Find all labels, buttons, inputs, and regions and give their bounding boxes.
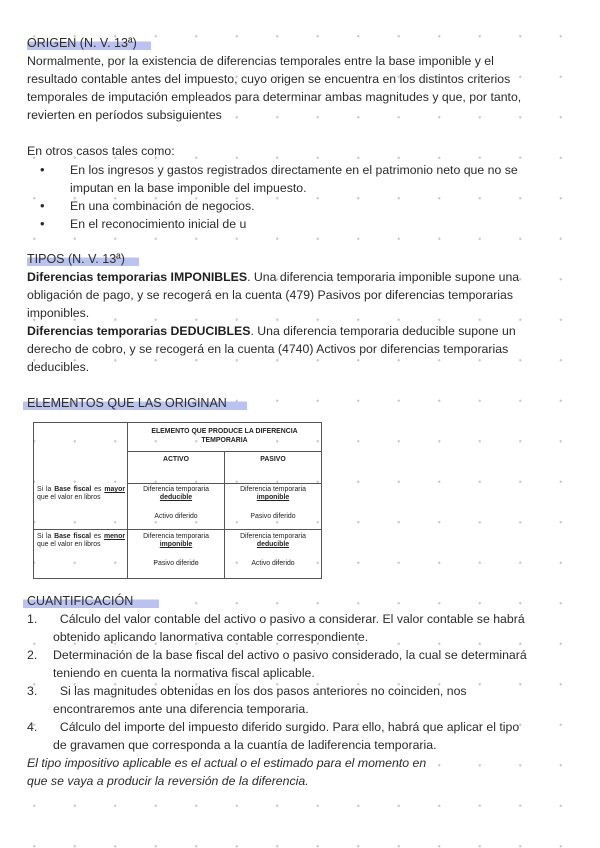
tipos-line: imponibles. xyxy=(27,306,90,320)
row2-activo-cell: Diferencia temporaria imponible Pasivo diferido xyxy=(143,533,209,567)
tipos-line xyxy=(27,268,575,286)
origen-line: resultado contable antes del impuesto, cuyo origen se encuentra en los distintos criterios xyxy=(27,72,511,86)
origen-line: Normalmente, por la existencia de diferencias temporales entre la base imponible y el xyxy=(27,54,494,68)
tipos-line xyxy=(27,322,575,340)
list-item-line: • En una combinación de negocios. xyxy=(70,199,255,213)
other-cases-intro: En otros casos tales como: xyxy=(27,144,175,158)
origen-heading: ORIGEN (N. V. 13ª) xyxy=(27,36,151,50)
list-item xyxy=(27,215,567,233)
cuantificacion-heading: CUANTIFICACIÓN xyxy=(23,594,159,608)
tipo-impositivo-note xyxy=(27,754,575,790)
tipos-imponibles xyxy=(27,268,575,322)
elementos-table xyxy=(33,422,322,579)
tipos-line: deducibles. xyxy=(27,360,90,374)
origen-paragraph xyxy=(27,52,575,124)
list-item-line: Determinación de la base fiscal del activo o pasivo considerado, la cual se determinará xyxy=(53,648,527,662)
table-header-activo: ACTIVO xyxy=(162,456,190,463)
table-divider xyxy=(34,529,321,530)
list-item-line: obtenido aplicando lanormativa contable correspondiente. xyxy=(53,630,369,644)
table-divider xyxy=(127,451,321,452)
list-item-line: de gravamen que corresponda a la cuantía de ladiferencia temporaria. xyxy=(53,738,437,752)
row1-pasivo-cell: Diferencia temporaria imponible Pasivo diferido xyxy=(240,486,306,520)
list-number: 3. xyxy=(27,684,38,698)
list-item xyxy=(27,610,577,646)
note-line: que se vaya a producir la reversión de la diferencia. xyxy=(27,774,309,788)
note-line: El tipo impositivo aplicable es el actual o el estimado para el momento en xyxy=(27,756,427,770)
list-item-line: • En los ingresos y gastos registrados directamente en el patrimonio neto que no se xyxy=(70,163,518,177)
list-item-line: Cálculo del importe del impuesto diferido surgido. Para ello, habrá que aplicar el tipo xyxy=(53,720,520,734)
origen-line: revierten en períodos subsiguientes xyxy=(27,108,222,122)
tipos-heading: TIPOS (N. V. 13ª) xyxy=(27,252,139,266)
list-item-line: Si las magnitudes obtenidas en los dos pasos anteriores no coinciden, nos xyxy=(53,684,467,698)
row2-pasivo-cell: Diferencia temporaria deducible Activo diferido xyxy=(240,533,306,567)
list-number: 4. xyxy=(27,720,38,734)
deducibles-label: Diferencias temporarias DEDUCIBLES xyxy=(27,324,251,338)
list-item xyxy=(27,718,577,754)
tipos-deducibles xyxy=(27,322,575,376)
tipos-line: obligación de pago, y se recogerá en la cuenta (479) Pasivos por diferencias temporarias xyxy=(27,288,514,302)
list-item xyxy=(27,161,567,197)
cuantificacion-list xyxy=(27,610,577,754)
list-number: 2. xyxy=(27,648,38,662)
table-divider xyxy=(127,483,321,484)
deducibles-text: . Una diferencia temporaria deducible supone un xyxy=(250,324,516,338)
list-item xyxy=(27,646,577,682)
imponibles-label: Diferencias temporarias IMPONIBLES xyxy=(27,270,248,284)
list-item-line: • En el reconocimiento inicial de u xyxy=(70,217,247,231)
other-cases-list xyxy=(27,161,567,233)
row1-label: Si la Base fiscal es mayor que el valor en libros xyxy=(37,486,125,501)
tipos-line: derecho de cobro, y se recogerá en la cuenta (4740) Activos por diferencias temporarias xyxy=(27,342,509,356)
table-header-pasivo: PASIVO xyxy=(260,456,286,463)
origen-line: temporales de imputación empleados para determinar ambas magnitudes y que, por tanto, xyxy=(27,90,522,104)
table-header-main: ELEMENTO QUE PRODUCE LA DIFERENCIA TEMPORARIA xyxy=(151,428,298,444)
list-item-line: teniendo en cuenta la normativa fiscal aplicable. xyxy=(53,666,315,680)
list-item-line: Cálculo del valor contable del activo o pasivo a considerar. El valor contable se habrá xyxy=(53,612,525,626)
imponibles-text: . Una diferencia temporaria imponible supone una xyxy=(247,270,520,284)
list-item-line: imputan en la base imponible del impuesto. xyxy=(70,181,307,195)
list-number: 1. xyxy=(27,612,38,626)
list-item xyxy=(27,197,567,215)
list-item xyxy=(27,682,577,718)
row1-activo-cell: Diferencia temporaria deducible Activo diferido xyxy=(143,486,209,520)
elementos-heading: ELEMENTOS QUE LAS ORIGINAN xyxy=(23,396,247,410)
row2-label: Si la Base fiscal es menor que el valor en libros xyxy=(37,533,125,548)
list-item-line: encontraremos ante una diferencia temporaria. xyxy=(53,702,309,716)
